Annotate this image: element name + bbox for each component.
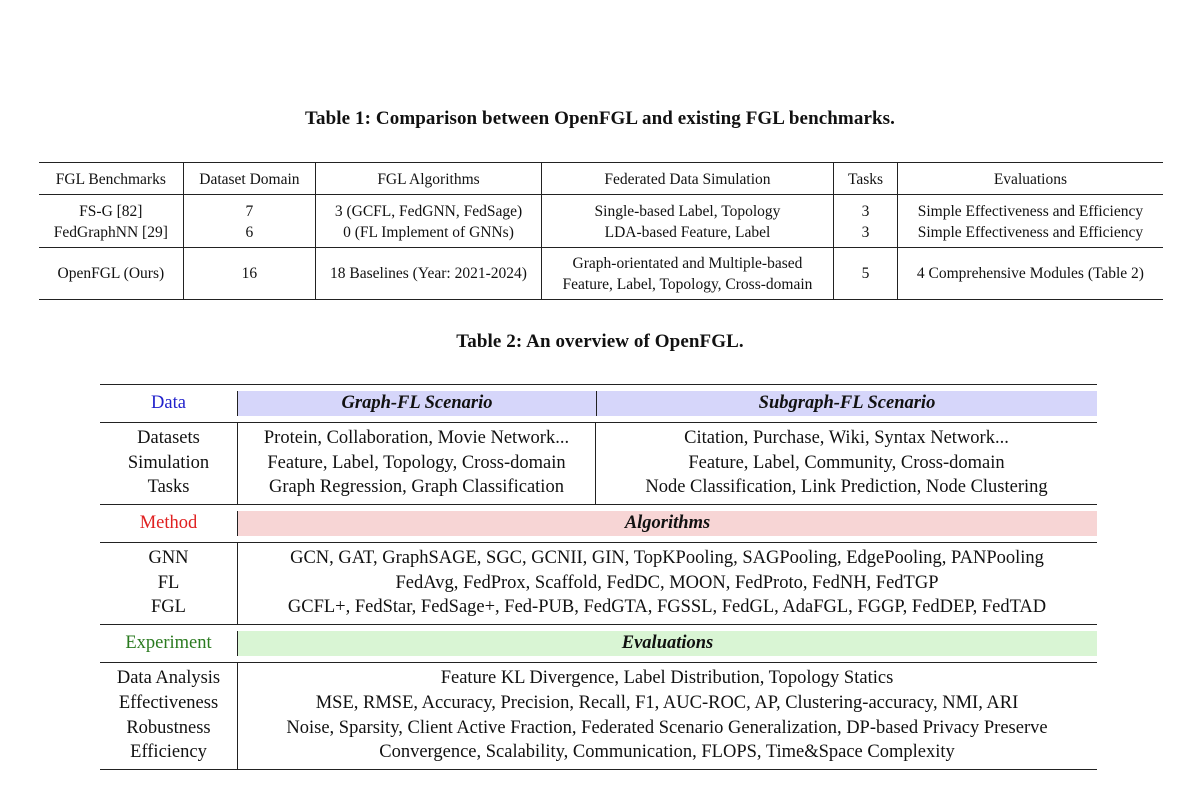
row-label: Efficiency: [130, 742, 207, 763]
row-label: Tasks: [147, 477, 190, 498]
algorithms-header: Algorithms: [624, 513, 711, 534]
rule: [100, 504, 1097, 505]
table-row: [100, 716, 1097, 741]
table1-cell: Simple Effectiveness and Efficiency: [917, 203, 1144, 220]
row-label: Robustness: [126, 717, 211, 738]
table-row: [39, 195, 1163, 223]
table-row-ours: [39, 248, 1163, 300]
row-value: GCFL+, FedStar, FedSage+, Fed-PUB, FedGTA, FGSSL, FedGL, AdaFGL, FGGP, FedDEP, FedTAD: [287, 597, 1047, 618]
table1-cell: 16: [183, 248, 316, 300]
subgraph-fl-cell: Feature, Label, Community, Cross-domain: [688, 452, 1005, 473]
table1-header-cell: Federated Data Simulation: [541, 163, 833, 195]
table2-caption: Table 2: An overview of OpenFGL.: [456, 331, 744, 352]
row-label: Simulation: [127, 452, 210, 473]
simulation-line: Graph-orientated and Multiple-based: [572, 254, 803, 272]
table1-header-row: [39, 163, 1163, 195]
table1-cell: 0 (FL Implement of GNNs): [316, 222, 542, 248]
table-row: [100, 571, 1097, 596]
section-label-method: Method: [139, 513, 198, 534]
row-label: FL: [157, 572, 180, 593]
graph-fl-header: Graph-FL Scenario: [341, 393, 493, 413]
table-row: [100, 691, 1097, 716]
graph-fl-cell: Graph Regression, Graph Classification: [269, 477, 564, 498]
rule: [100, 662, 1097, 663]
rule: [100, 769, 1097, 770]
data-header-fill: [237, 391, 1097, 416]
method-header-fill: [237, 511, 1097, 536]
table1-cell: FS-G [82]: [39, 195, 183, 223]
table1-header-cell: Dataset Domain: [183, 163, 316, 195]
experiment-header-fill: [237, 631, 1097, 656]
table1-cell: 3 (GCFL, FedGNN, FedSage): [316, 195, 542, 223]
table-row: [100, 666, 1097, 691]
table-row: [100, 740, 1097, 765]
table1-cell: 7: [183, 195, 316, 223]
row-label: Data Analysis: [116, 668, 221, 689]
table-row: [100, 546, 1097, 571]
table1-cell: 4 Comprehensive Modules (Table 2): [916, 265, 1144, 282]
rule: [100, 542, 1097, 543]
table1-cell-simulation: [541, 248, 833, 300]
subgraph-fl-cell: Node Classification, Link Prediction, Node Clustering: [645, 477, 1048, 498]
table1-cell: Single-based Label, Topology: [541, 195, 833, 223]
table1-header-cell: Evaluations: [993, 170, 1068, 188]
table-row: [100, 426, 1097, 451]
subgraph-fl-cell: Citation, Purchase, Wiki, Syntax Network...: [684, 428, 1009, 448]
table1-cell: LDA-based Feature, Label: [541, 222, 833, 248]
table-row: [100, 475, 1097, 500]
rule: [100, 422, 1097, 423]
graph-fl-cell: Protein, Collaboration, Movie Network...: [263, 428, 570, 448]
method-rows: [100, 546, 1097, 620]
table1-header-cell: FGL Benchmarks: [39, 163, 183, 195]
table1-cell: 18 Baselines (Year: 2021-2024): [316, 248, 542, 300]
row-value: Convergence, Scalability, Communication, FLOPS, Time&Space Complexity: [379, 742, 955, 763]
data-band: [100, 391, 1097, 416]
table1-cell: 3: [834, 222, 898, 248]
row-label: FGL: [151, 597, 186, 618]
table1-cell: FedGraphNN [29]: [39, 222, 183, 248]
table1-header-cell: Tasks: [834, 163, 898, 195]
subgraph-fl-header: Subgraph-FL Scenario: [758, 393, 936, 413]
row-value: GCN, GAT, GraphSAGE, SGC, GCNII, GIN, TopKPooling, SAGPooling, EdgePooling, PANPooling: [290, 548, 1044, 569]
table-row: [100, 595, 1097, 620]
experiment-rows: [100, 666, 1097, 765]
table-row: [100, 451, 1097, 476]
table2: [100, 384, 1097, 770]
table1-cell: 6: [183, 222, 316, 248]
experiment-band: [100, 631, 1097, 656]
row-value: MSE, RMSE, Accuracy, Precision, Recall, F1, AUC-ROC, AP, Clustering-accuracy, NMI, ARI: [315, 692, 1019, 713]
simulation-line: Feature, Label, Topology, Cross-domain: [562, 275, 813, 293]
table1-cell: 5: [834, 248, 898, 300]
row-label: Effectiveness: [118, 692, 219, 713]
row-label: Datasets: [137, 428, 200, 448]
section-label-data: Data: [151, 393, 186, 413]
table1-caption: Table 1: Comparison between OpenFGL and existing FGL benchmarks.: [304, 108, 896, 129]
rule: [100, 624, 1097, 625]
table1-cell: Simple Effectiveness and Efficiency: [917, 224, 1144, 241]
rule: [100, 384, 1097, 385]
graph-fl-cell: Feature, Label, Topology, Cross-domain: [267, 452, 566, 473]
table-row: [39, 222, 1163, 248]
table1-header-cell: FGL Algorithms: [316, 163, 542, 195]
row-value: Noise, Sparsity, Client Active Fraction, Federated Scenario Generalization, DP-based Privacy Preserve: [286, 717, 1048, 738]
data-rows: [100, 426, 1097, 500]
evaluations-header: Evaluations: [621, 633, 714, 654]
table1-cell: 3: [834, 195, 898, 223]
row-label: GNN: [148, 548, 189, 569]
table1: [39, 162, 1163, 300]
row-value: FedAvg, FedProx, Scaffold, FedDC, MOON, FedProto, FedNH, FedTGP: [395, 572, 939, 593]
table1-cell: OpenFGL (Ours): [39, 248, 183, 300]
section-label-experiment: Experiment: [125, 633, 212, 654]
row-value: Feature KL Divergence, Label Distribution, Topology Statics: [440, 668, 894, 689]
method-band: [100, 511, 1097, 536]
